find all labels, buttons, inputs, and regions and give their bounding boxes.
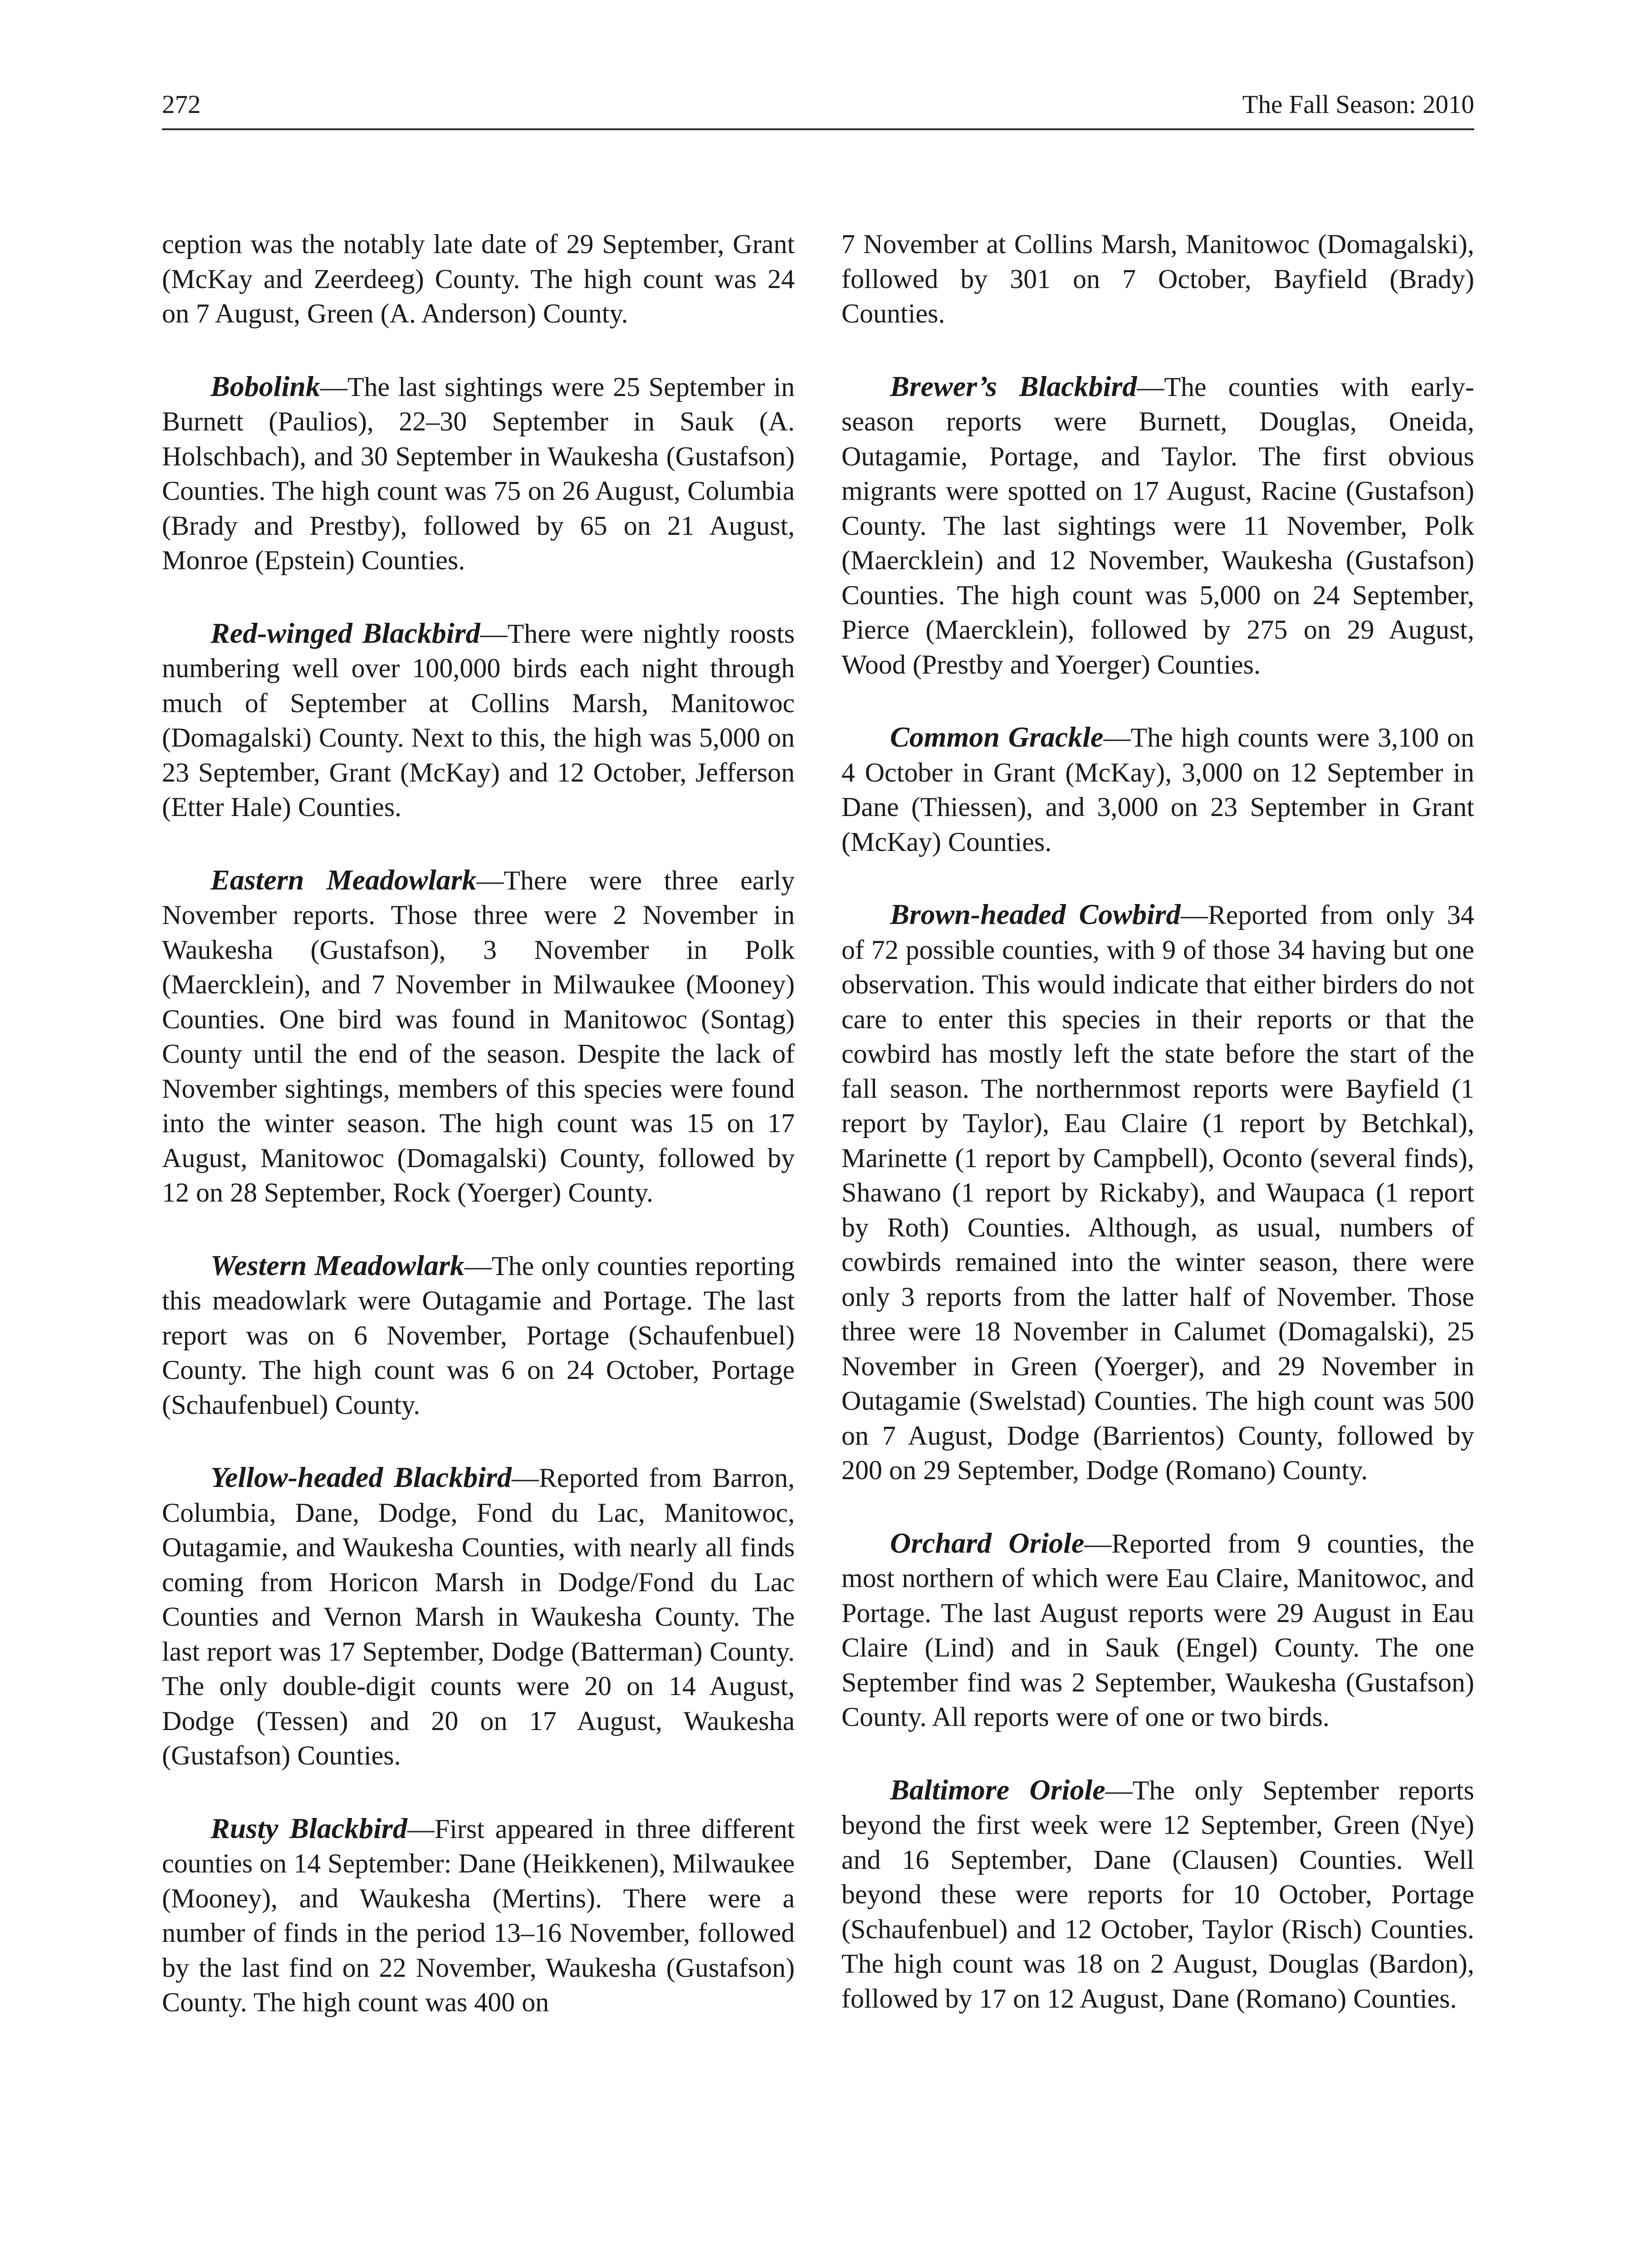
species-entry-yellow-headed-blackbird xyxy=(162,1460,795,1773)
species-name: Baltimore Oriole xyxy=(890,1773,1105,1806)
header-rule xyxy=(162,128,1474,130)
species-text: —The only counties reporting this meadowlark were Outagamie and Portage. The last report was on 6 November, Portage (Schaufenbuel) County. The high count was 6 on 24 October, Portage (Schaufenbuel) County. xyxy=(162,1251,795,1420)
left-column xyxy=(162,227,795,2058)
species-name: Brown-headed Cowbird xyxy=(890,898,1181,930)
species-entry-red-winged-blackbird xyxy=(162,616,795,825)
species-entry-baltimore-oriole xyxy=(841,1773,1474,2016)
page-number: 272 xyxy=(162,90,201,119)
continued-paragraph: 7 November at Collins Marsh, Manitowoc (Domagalski), followed by 301 on 7 October, Bayfield (Brady) Counties. xyxy=(841,229,1474,328)
species-text: —There were nightly roosts numbering well over 100,000 birds each night through much of September at Collins Marsh, Manitowoc (Domagalski) County. Next to this, the high was 5,000 on 23 September, Grant (McKay) and 12 October, Jefferson (Etter Hale) Counties. xyxy=(162,618,795,822)
species-name: Western Meadowlark xyxy=(210,1249,464,1281)
species-entry-rusty-blackbird xyxy=(162,1811,795,2020)
continued-paragraph: ception was the notably late date of 29 September, Grant (McKay and Zeerdeeg) County. The high count was 24 on 7 August, Green (A. Anderson) County. xyxy=(162,229,795,328)
species-entry-brewers-blackbird xyxy=(841,369,1474,682)
running-title: The Fall Season: 2010 xyxy=(1242,90,1474,119)
species-entry-eastern-meadowlark xyxy=(162,863,795,1210)
species-entry-western-meadowlark xyxy=(162,1248,795,1422)
species-text: —The only September reports beyond the first week were 12 September, Green (Nye) and 16 September, Dane (Clausen) Counties. Well beyond these were reports for 10 October, Portage (Schaufenbuel) and 12 October, Taylor (Risch) Counties. The high count was 18 on 2 August, Douglas (Bardon), followed by 17 on 12 August, Dane (Romano) Counties. xyxy=(841,1775,1474,2014)
species-text: —The high counts were 3,100 on 4 October in Grant (McKay), 3,000 on 12 September in Dane (Thiessen), and 3,000 on 23 September in Grant (McKay) Counties. xyxy=(841,723,1474,857)
species-name: Orchard Oriole xyxy=(890,1526,1085,1559)
species-text: —Reported from 9 counties, the most northern of which were Eau Claire, Manitowoc, and Portage. The last August reports were 29 August in Eau Claire (Lind) and in Sauk (Engel) County. The one September find was 2 September, Waukesha (Gustafson) County. All reports were of one or two birds. xyxy=(841,1528,1474,1732)
species-text: —Reported from only 34 of 72 possible counties, with 9 of those 34 having but one observation. This would indicate that either birders do not care to enter this species in their reports or that the cowbird has mostly left the state before the start of the fall season. The northernmost reports were Bayfield (1 report by Taylor), Eau Claire (1 report by Betchkal), Marinette (1 report by Campbell), Oconto (several finds), Shawano (1 report by Rickaby), and Waupaca (1 report by Roth) Counties. Although, as usual, numbers of cowbirds remained into the winter season, there were only 3 reports from the latter half of November. Those three were 18 November in Calumet (Domagalski), 25 November in Green (Yoerger), and 29 November in Outagamie (Swelstad) Counties. The high count was 500 on 7 August, Dodge (Barrientos) County, followed by 200 on 29 September, Dodge (Romano) County. xyxy=(841,900,1475,1485)
species-name: Common Grackle xyxy=(890,721,1104,753)
species-text: —The counties with early-season reports were Burnett, Douglas, Oneida, Outagamie, Portage, and Taylor. The first obvious migrants were spotted on 17 August, Racine (Gustafson) County. The last sightings were 11 November, Polk (Maercklein) and 12 November, Waukesha (Gustafson) Counties. The high count was 5,000 on 24 September, Pierce (Maercklein), followed by 275 on 29 August, Wood (Prestby and Yoerger) Counties. xyxy=(841,371,1475,679)
species-text: —There were three early November reports. Those three were 2 November in Waukesha (Gustafson), 3 November in Polk (Maercklein), and 7 November in Milwaukee (Mooney) Counties. One bird was found in Manitowoc (Sontag) County until the end of the season. Despite the lack of November sightings, members of this species were found into the winter season. The high count was 15 on 17 August, Manitowoc (Domagalski) County, followed by 12 on 28 September, Rock (Yoerger) County. xyxy=(162,865,795,1207)
right-column xyxy=(841,227,1474,2054)
species-entry-common-grackle xyxy=(841,720,1474,859)
species-text: —Reported from Barron, Columbia, Dane, Dodge, Fond du Lac, Manitowoc, Outagamie, and Waukesha Counties, with nearly all finds coming from Horicon Marsh in Dodge/Fond du Lac Counties and Vernon Marsh in Waukesha County. The last report was 17 September, Dodge (Batterman) County. The only double-digit counts were 20 on 14 August, Dodge (Tessen) and 20 on 17 August, Waukesha (Gustafson) Counties. xyxy=(162,1463,795,1770)
species-entry-brown-headed-cowbird xyxy=(841,897,1474,1488)
species-entry-orchard-oriole xyxy=(841,1526,1474,1735)
species-name: Eastern Meadowlark xyxy=(210,863,477,896)
species-text: —The last sightings were 25 September in Burnett (Paulios), 22–30 September in Sauk (A. Holschbach), and 30 September in Waukesha (Gustafson) Counties. The high count was 75 on 26 August, Columbia (Brady and Prestby), followed by 65 on 21 August, Monroe (Epstein) Counties. xyxy=(162,371,795,575)
species-entry-bobolink xyxy=(162,369,795,578)
species-name: Rusty Blackbird xyxy=(210,1812,407,1844)
species-text: —First appeared in three different counties on 14 September: Dane (Heikkenen), Milwaukee (Mooney), and Waukesha (Mertins). There were a number of finds in the period 13–16 November, followed by the last find on 22 November, Waukesha (Gustafson) County. The high count was 400 on xyxy=(162,1813,795,2017)
species-name: Bobolink xyxy=(210,370,320,402)
species-name: Brewer’s Blackbird xyxy=(890,370,1137,402)
species-name: Red-winged Blackbird xyxy=(210,616,480,649)
species-name: Yellow-headed Blackbird xyxy=(210,1461,512,1493)
